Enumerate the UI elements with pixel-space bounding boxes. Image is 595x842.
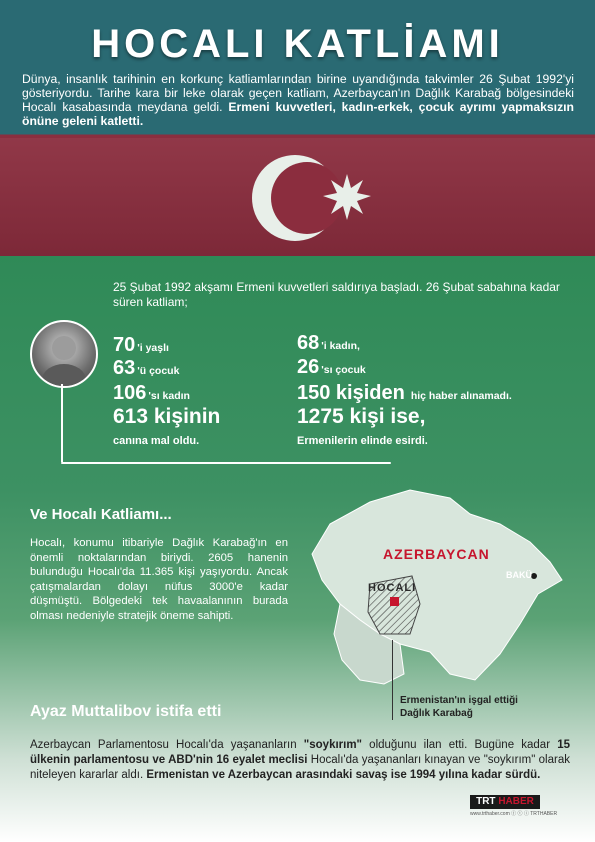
stat-value: 150 kişiden	[297, 382, 405, 404]
stat-value: 70	[113, 334, 136, 356]
map-town-label: HOCALI	[368, 582, 417, 594]
text-part: olduğunu ilan etti. Bugüne kadar	[362, 739, 558, 751]
logo-trt: TRT	[476, 796, 496, 807]
connector-line	[61, 384, 63, 462]
stat-label: canına mal oldu.	[113, 435, 200, 447]
map-capital-label: BAKÜ	[506, 570, 532, 580]
stat-value: 1275 kişi ise,	[297, 405, 426, 428]
intro-text: Dünya, insanlık tarihinin en korkunç katliamlarından birine uyandığında takvimler 26 Şubat 1992'yi gösteriyordu. Tarihe kara bir leke olarak geçen katliam, Azerbaycan'ın Dağlık Karabağ bölgesindeki Hocalı kasabasında meydana geldi.	[22, 72, 574, 114]
map-note-line1: Ermenistan'ın işgal ettiği	[400, 695, 518, 706]
stat-label: 'i yaşlı	[137, 342, 169, 354]
section-text-massacre: Hocalı, konumu itibariyle Dağlık Karabağ'ın en önemli noktalarından biriydi. 2605 hanenin bulunduğu Hocalı'da 11.365 kişi yaşıyordu. Ancak çatışmalardan dolayı nüfus 3000'e kadar düşmüştü. Bölgedeki tek havaalanının burada olması nedeniyle stratejik öneme sahipti.	[30, 537, 288, 622]
stat-captives	[297, 405, 425, 429]
stat-women	[113, 382, 190, 405]
trt-haber-logo	[470, 795, 540, 809]
footer-social: www.trthaber.com ⓕ ⓣ ⓘ TRTHABER	[470, 811, 558, 817]
section-title-massacre: Ve Hocalı Katliamı...	[30, 506, 172, 523]
text-bold: "soykırım"	[303, 739, 363, 751]
text-part: Hocalı'da yaşananları kınayan ve "soykırım" olarak niteleyen kararlar aldı.	[30, 754, 570, 781]
lead-text: 25 Şubat 1992 akşamı Ermeni kuvvetleri saldırıya başladı. 26 Şubat sabahına kadar süren katliam;	[113, 280, 560, 309]
stat-total-killed	[113, 405, 220, 429]
stat-killed-caption	[113, 431, 199, 449]
map-note-line2: Dağlık Karabağ	[400, 708, 473, 719]
stat-label: hiç haber alınamadı.	[410, 390, 512, 402]
map-occupied-note	[400, 694, 518, 720]
stat-label: 'ü çocuk	[137, 365, 180, 377]
stat-label: 'i kadın,	[321, 340, 360, 352]
stat-value: 26	[297, 356, 320, 378]
map-callout-line	[392, 640, 393, 720]
stat-label: 'sı çocuk	[321, 364, 366, 376]
stat-children	[113, 357, 179, 380]
stat-label: Ermenilerin elinde esirdi.	[297, 435, 428, 447]
stat-value: 106	[113, 382, 147, 404]
victim-photo	[30, 320, 98, 388]
text-part: Azerbaycan Parlamentosu Hocalı'da yaşananların	[30, 739, 304, 751]
stat-missing-total	[297, 382, 512, 405]
stat-missing-children	[297, 356, 366, 379]
stat-value: 613 kişinin	[113, 405, 221, 428]
section-text-resignation	[30, 738, 570, 783]
intro-paragraph	[22, 72, 574, 128]
connector-line-horizontal	[61, 462, 391, 464]
stat-value: 68	[297, 332, 320, 354]
text-bold: Ermenistan ve Azerbaycan arasındaki savaş ise 1994 yılına kadar sürdü.	[146, 769, 541, 781]
section-title-resignation: Ayaz Muttalibov istifa etti	[30, 703, 222, 720]
azerbaijan-map	[300, 484, 570, 694]
stat-missing-women	[297, 332, 360, 355]
intro-bold: Ermeni kuvvetleri, kadın-erkek, çocuk ayrımı yapmaksızın önüne geleni katletti.	[22, 100, 574, 128]
stat-value: 63	[113, 357, 136, 379]
crescent-star-icon	[245, 150, 385, 246]
page-title: HOCALI KATLİAMI	[91, 22, 504, 66]
logo-haber: HABER	[498, 796, 534, 807]
person-icon	[32, 322, 96, 386]
stat-elderly	[113, 334, 169, 357]
text-bold: 15 ülkenin parlamentosu ve ABD'nin 16 eyalet meclisi	[30, 739, 570, 766]
stat-captives-caption	[297, 431, 428, 449]
map-country-label: AZERBAYCAN	[383, 546, 490, 562]
stat-label: 'sı kadın	[148, 390, 190, 402]
